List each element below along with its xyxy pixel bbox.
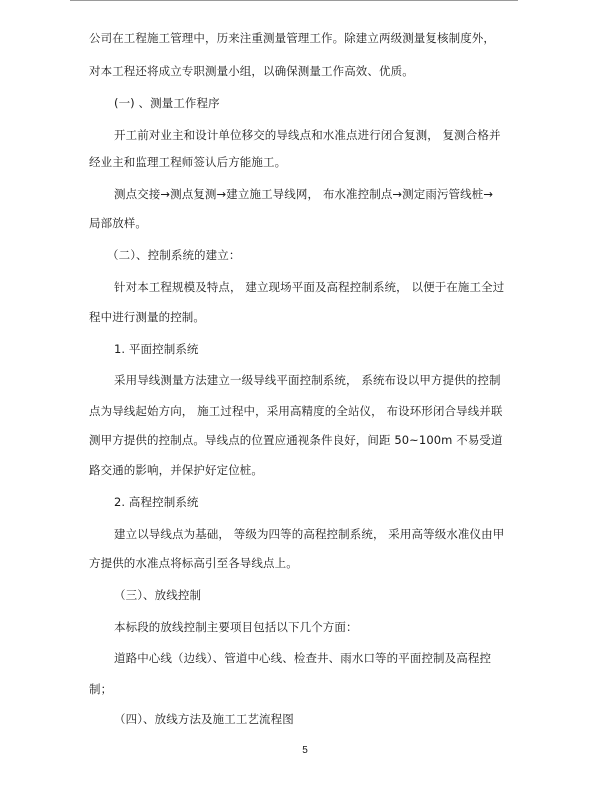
section-heading: （四）、放线方法及施工工艺流程图 xyxy=(114,712,294,726)
text-line: 本标段的放线控制主要项目包括以下几个方面： xyxy=(114,620,358,634)
section-heading: （三）、放线控制 xyxy=(114,588,202,602)
text-line: 测点交接→测点复测→建立施工导线网， 布水准控制点→测定雨污管线桩→ xyxy=(114,187,494,201)
text-line: 路交通的影响，并保护好定位桩。 xyxy=(89,463,263,477)
text-line: 公司在工程施工管理中，历来注重测量管理工作。除建立两级测量复核制度外， xyxy=(89,31,495,45)
section-heading: （二）、控制系统的建立： xyxy=(107,248,241,262)
subsection-heading: 1. 平面控制系统 xyxy=(114,342,199,356)
subsection-heading: 2. 高程控制系统 xyxy=(114,495,199,509)
text-line: 开工前对业主和设计单位移交的导线点和水准点进行闭合复测， 复测合格并 xyxy=(114,128,501,142)
text-line: 程中进行测量的控制。 xyxy=(89,310,205,324)
text-line: 经业主和监理工程师签认后方能施工。 xyxy=(89,155,287,169)
text-line: 建立以导线点为基础， 等级为四等的高程控制系统， 采用高等级水准仪由甲 xyxy=(114,527,505,541)
text-line: 局部放样。 xyxy=(89,216,147,230)
text-line: 采用导线测量方法建立一级导线平面控制系统， 系统布设以甲方提供的控制 xyxy=(114,373,501,387)
page-number: 5 xyxy=(302,745,308,756)
section-heading: (一) 、测量工作程序 xyxy=(114,96,220,110)
text-line: 方提供的水准点将标高引至各导线点上。 xyxy=(89,556,298,570)
text-line: 针对本工程规模及特点， 建立现场平面及高程控制系统， 以便于在施工全过 xyxy=(114,280,505,294)
text-line: 对本工程还将成立专职测量小组，以确保测量工作高效、优质。 xyxy=(89,64,414,78)
text-line: 点为导线起始方向， 施工过程中，采用高精度的全站仪， 布设环形闭合导线并联 xyxy=(89,404,503,418)
text-line: 道路中心线（边线）、管道中心线、检查井、雨水口等的平面控制及高程控 xyxy=(114,651,492,665)
text-line: 制； xyxy=(89,682,113,696)
text-line: 测甲方提供的控制点。导线点的位置应通视条件良好，间距 50~100m 不易受道 xyxy=(89,433,503,447)
